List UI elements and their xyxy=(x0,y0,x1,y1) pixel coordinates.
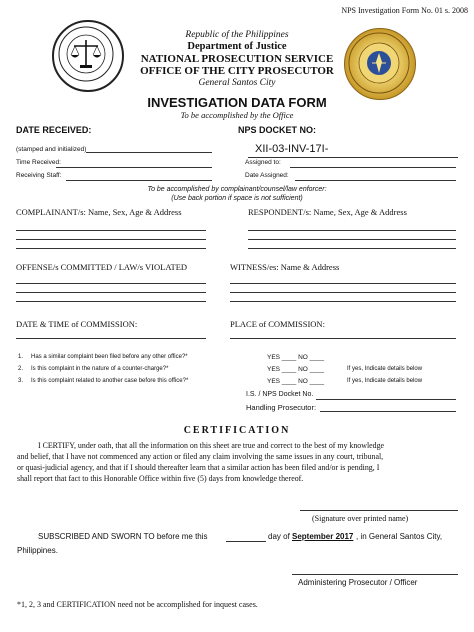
question-extra: If yes, Indicate details below xyxy=(347,366,423,372)
place-line[interactable] xyxy=(230,338,456,339)
service-text: NATIONAL PROSECUTION SERVICE xyxy=(140,53,334,65)
offense-line[interactable] xyxy=(16,283,206,284)
date-assigned-label: Date Assigned: xyxy=(245,172,289,179)
certification-line-4: shall report that fact to this Honorable Office within five (5) days from knowledge thereof. xyxy=(17,474,304,483)
form-title: INVESTIGATION DATA FORM xyxy=(147,95,327,110)
signature-line[interactable] xyxy=(300,510,458,511)
receiving-staff-line[interactable] xyxy=(66,180,212,181)
offense-label: OFFENSE/s COMMITTED / LAW/s VIOLATED xyxy=(16,262,188,272)
question-text: Has a similar complaint been filed before any other office?* xyxy=(31,354,188,360)
handling-prosecutor-line[interactable] xyxy=(320,411,456,412)
date-assigned-line[interactable] xyxy=(295,180,456,181)
receiving-staff-label: Receiving Staff: xyxy=(16,172,62,179)
witness-line[interactable] xyxy=(230,301,456,302)
respondent-line[interactable] xyxy=(248,239,456,240)
sworn-day-of: day of xyxy=(268,532,290,541)
yes-no-field[interactable]: YES ____ NO ____ xyxy=(267,354,325,361)
signature-label: (Signature over printed name) xyxy=(312,514,409,523)
footnote: *1, 2, 3 and CERTIFICATION need not be accomplished for inquest cases. xyxy=(17,600,258,609)
form-subtitle: To be accomplished by the Office xyxy=(180,110,294,120)
certification-title: CERTIFICATION xyxy=(183,425,291,436)
is-nps-docket-label: I.S. / NPS Docket No. xyxy=(246,391,314,398)
administering-line[interactable] xyxy=(292,574,458,575)
stamped-label: (stamped and initialized) xyxy=(16,146,87,153)
certification-line-2: and belief, that I have not commenced any action or filed any claim involving the same issues in any court, tribunal, xyxy=(17,452,384,461)
assigned-to-label: Assigned to: xyxy=(245,159,281,166)
yes-no-field[interactable]: YES ____ NO ____ xyxy=(267,366,325,373)
certification-line-1: I CERTIFY, under oath, that all the information on this sheet are true and correct to the best of my knowledge xyxy=(38,441,385,450)
sworn-suffix: , in General Santos City, xyxy=(356,532,443,541)
administering-label: Administering Prosecutor / Officer xyxy=(298,578,418,587)
respondent-line[interactable] xyxy=(248,230,456,231)
offense-line[interactable] xyxy=(16,292,206,293)
docket-value[interactable]: XII-03-INV-17I- xyxy=(255,143,329,155)
back-portion-note: (Use back portion if space is not sufficient) xyxy=(171,195,303,202)
office-text: OFFICE OF THE CITY PROSECUTOR xyxy=(140,65,334,77)
time-received-line[interactable] xyxy=(56,167,212,168)
witness-line[interactable] xyxy=(230,292,456,293)
yes-no-field[interactable]: YES ____ NO ____ xyxy=(267,378,325,385)
complainant-line[interactable] xyxy=(16,248,206,249)
place-label: PLACE of COMMISSION: xyxy=(230,319,325,329)
date-received-line[interactable] xyxy=(86,152,212,153)
witness-line[interactable] xyxy=(230,283,456,284)
nps-docket-label: NPS DOCKET NO: xyxy=(238,125,317,135)
sworn-month: September 2017 xyxy=(292,532,354,541)
datetime-line[interactable] xyxy=(16,338,206,339)
respondent-line[interactable] xyxy=(248,248,456,249)
docket-line xyxy=(248,157,458,158)
city-text: General Santos City xyxy=(198,78,276,88)
datetime-label: DATE & TIME of COMMISSION: xyxy=(16,319,138,329)
republic-text: Republic of the Philippines xyxy=(185,30,289,40)
question-number: 2. xyxy=(18,366,24,372)
witness-label: WITNESS/es: Name & Address xyxy=(230,262,340,272)
handling-prosecutor-label: Handling Prosecutor: xyxy=(246,403,317,412)
question-number: 3. xyxy=(18,378,24,384)
sworn-prefix: SUBSCRIBED AND SWORN TO before me this xyxy=(38,532,208,541)
question-text: Is this complaint in the nature of a counter-charge?* xyxy=(31,366,169,372)
date-received-label: DATE RECEIVED: xyxy=(16,125,92,135)
offense-line[interactable] xyxy=(16,301,206,302)
complainant-line[interactable] xyxy=(16,239,206,240)
complainant-label: COMPLAINANT/s: Name, Sex, Age & Address xyxy=(16,207,182,217)
certification-line-3: or quasi-judicial agency, and that if I should thereafter learn that a similar action has been filed and/or is pending, I xyxy=(17,463,380,472)
is-nps-docket-line[interactable] xyxy=(316,399,456,400)
question-number: 1. xyxy=(18,354,24,360)
sworn-country: Philippines. xyxy=(17,546,58,555)
doj-emblem-icon xyxy=(344,28,414,98)
question-text: Is this complaint related to another case before this office?* xyxy=(31,378,189,384)
question-extra: If yes, Indicate details below xyxy=(347,378,423,384)
time-received-label: Time Received: xyxy=(16,159,61,166)
assigned-to-line[interactable] xyxy=(290,167,456,168)
complainant-line[interactable] xyxy=(16,230,206,231)
form-number: NPS Investigation Form No. 01 s. 2008 xyxy=(341,6,468,15)
department-of-justice-seal xyxy=(344,28,416,100)
department-text: Department of Justice xyxy=(187,41,287,52)
complainant-note: To be accomplished by complainant/counsel/law enforcer: xyxy=(147,186,327,193)
sworn-date-blank[interactable] xyxy=(226,541,266,542)
respondent-label: RESPONDENT/s: Name, Sex, Age & Address xyxy=(248,207,407,217)
